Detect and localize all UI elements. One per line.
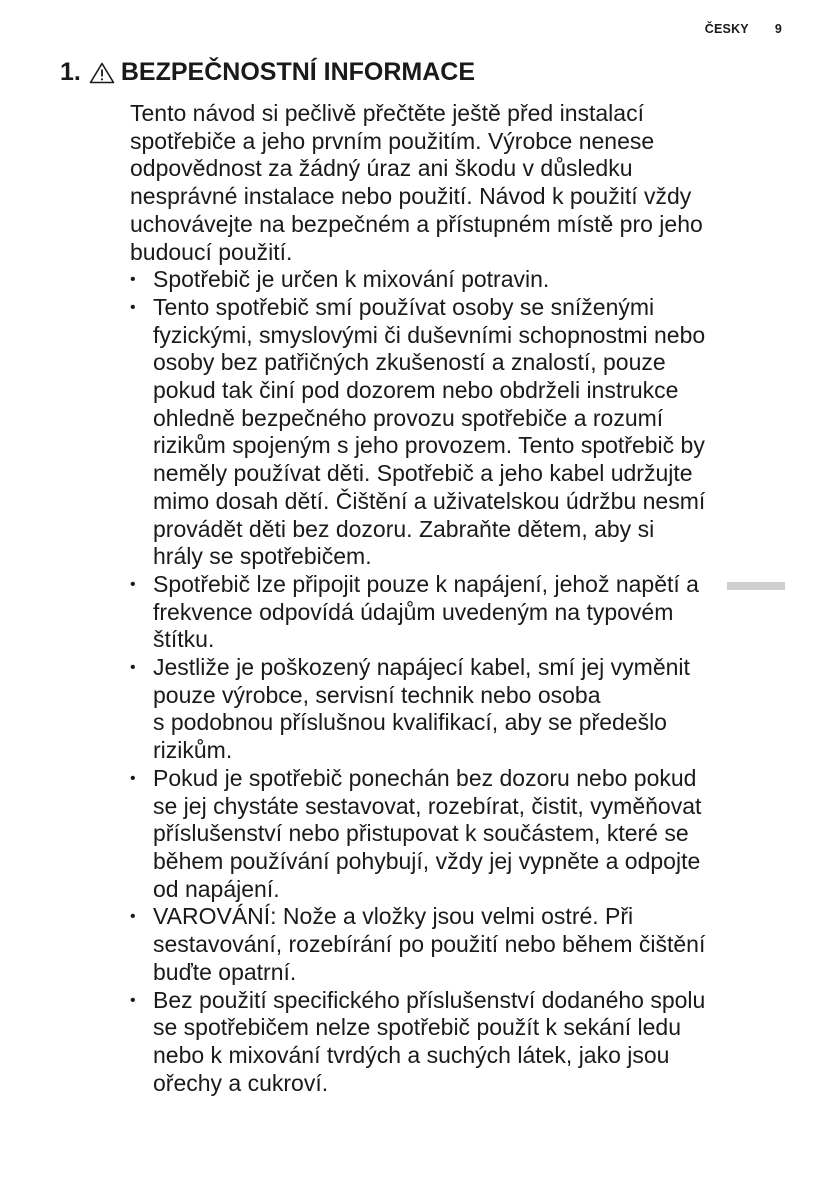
header-language: ČESKY [704, 22, 749, 36]
page-header [705, 22, 782, 36]
list-item-text: VAROVÁNÍ: Nože a vložky jsou velmi ostré. Při sestavování, rozebírání po použití nebo během čištění buďte opatrní. [153, 903, 706, 985]
list-item [130, 571, 790, 654]
gray-overlay-bar [727, 582, 785, 590]
list-item [130, 294, 790, 571]
page-number: 9 [774, 22, 782, 36]
bullet-icon: • [130, 298, 136, 316]
bullet-icon: • [130, 908, 136, 926]
list-item [130, 765, 790, 904]
list-item [130, 987, 790, 1098]
section-title-text: BEZPEČNOSTNÍ INFORMACE [120, 58, 476, 86]
section-number: 1. [60, 58, 81, 86]
list-item-text: Bez použití specifického příslušenství dodaného spolu se spotřebičem nelze spotřebič použít k sekání ledu nebo k mixování tvrdých a suchých látek, jako jsou ořechy a cukroví. [153, 986, 706, 1096]
bullet-icon: • [130, 659, 136, 677]
bullet-icon: • [130, 991, 136, 1009]
section-title [60, 58, 475, 87]
list-item-text: Spotřebič je určen k mixování potravin. [153, 266, 550, 293]
list-item-text: Pokud je spotřebič ponechán bez dozoru nebo pokud se jej chystáte sestavovat, rozebírat, čistit, vyměňovat příslušenství nebo přistupovat k součástem, které se během používání pohybují, vždy jej vypněte a odpojte od napájení. [153, 764, 702, 902]
bullet-icon: • [130, 769, 136, 787]
list-item-text: Jestliže je poškozený napájecí kabel, smí jej vyměnit pouze výrobce, servisní technik nebo osoba s podobnou příslušnou kvalifikací, aby se předešlo rizikům. [153, 654, 690, 764]
bullet-icon: • [130, 575, 136, 593]
warning-triangle-icon [89, 62, 115, 84]
list-item [130, 903, 790, 986]
list-item [130, 654, 790, 765]
bullet-icon: • [130, 271, 136, 289]
safety-content [130, 100, 790, 1097]
list-item-text: Spotřebič lze připojit pouze k napájení, jehož napětí a frekvence odpovídá údajům uvedeným na typovém štítku. [153, 570, 699, 653]
safety-list [130, 266, 790, 1097]
list-item [130, 266, 790, 294]
intro-paragraph: Tento návod si pečlivě přečtěte ještě před instalací spotřebiče a jeho prvním použitím. Výrobce nenese odpovědnost za žádný úraz ani škodu v důsledku nesprávné instalace nebo použití. Návod k použití vždy uchovávejte na bezpečném a přístupném místě pro jeho budoucí použití. [130, 100, 703, 265]
list-item-text: Tento spotřebič smí používat osoby se sníženými fyzickými, smyslovými či duševními schopnostmi nebo osoby bez patřičných zkušeností a znalostí, pouze pokud tak činí pod dozorem nebo obdrželi instrukce ohledně bezpečného provozu spotřebiče a rozumí rizikům spojeným s jeho provozem. Tento spotřebič by neměly používat děti. Spotřebič a jeho kabel udržujte mimo dosah dětí. Čištění a uživatelskou údržbu nesmí provádět děti bez dozoru. Zabraňte dětem, aby si hrály se spotřebičem. [153, 293, 706, 570]
